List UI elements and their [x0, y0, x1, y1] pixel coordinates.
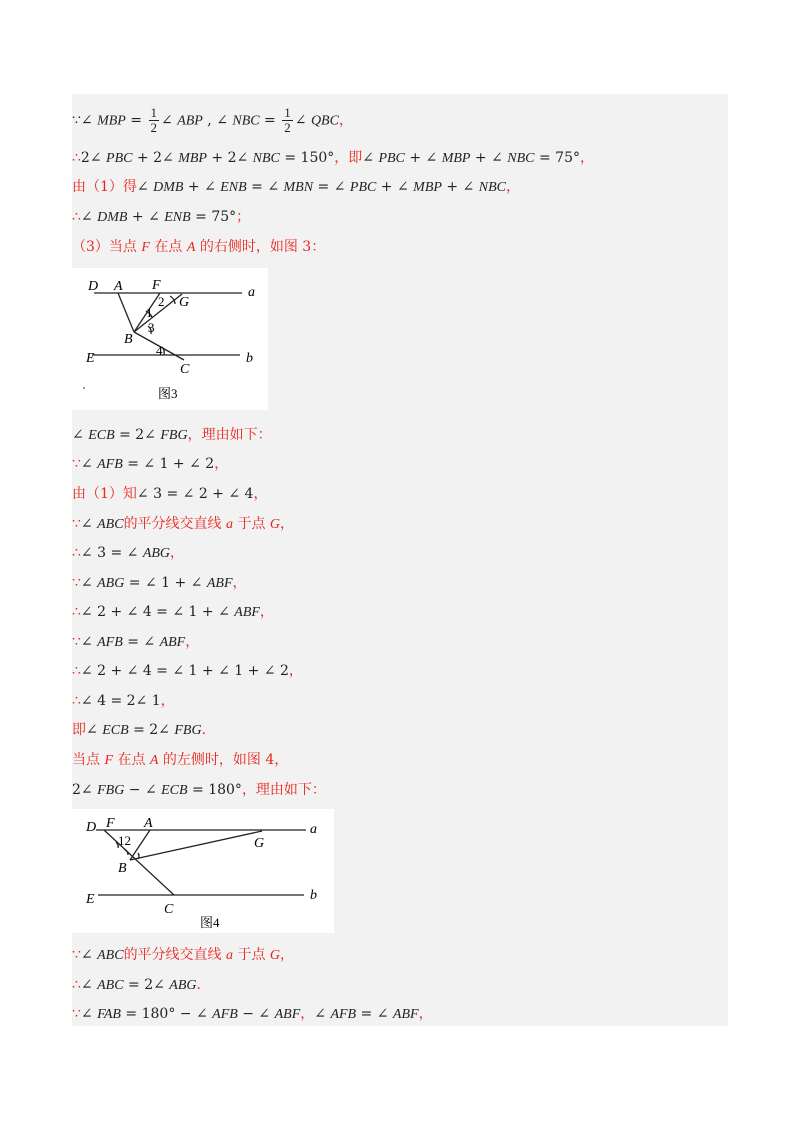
text-run: = ∠ [246, 179, 284, 195]
label-C: C [164, 902, 174, 917]
label-12: 12 [118, 833, 131, 848]
text-run: ， [579, 150, 594, 166]
label-A: A [114, 279, 123, 294]
math-symbol: a [226, 948, 234, 963]
text-run: ∠ [80, 456, 98, 472]
label-G: G [254, 836, 265, 851]
text-run: ∠ [294, 112, 311, 129]
text-run: ∠ [86, 722, 103, 738]
text-run: ∵ [72, 947, 81, 963]
text-run: ∴ [72, 604, 81, 620]
text-run: ∠ [136, 179, 154, 195]
text-run: ，理由如下： [187, 427, 272, 443]
math-symbol: AFB [330, 1007, 357, 1022]
text-run: ∠ [80, 209, 98, 225]
text-run: ， [280, 516, 295, 532]
text-line [72, 177, 520, 198]
math-symbol: ABF [234, 605, 260, 620]
math-symbol: ABF [206, 576, 233, 591]
text-run: ， [160, 693, 175, 709]
text-run: ∴ [72, 977, 81, 993]
fraction [149, 106, 160, 135]
text-line [72, 602, 274, 623]
text-run: 于点 [233, 947, 270, 963]
text-run: = 2∠ [114, 427, 161, 443]
fraction-denominator: 2 [150, 120, 157, 135]
math-symbol: ENB [164, 210, 191, 225]
label-F: F [152, 278, 161, 293]
math-symbol: a [226, 517, 234, 532]
math-symbol: ABC [97, 948, 124, 963]
math-symbol: ECB [88, 428, 115, 443]
text-line [72, 148, 594, 169]
math-symbol: MBN [283, 180, 314, 195]
text-line [72, 720, 216, 741]
text-line [72, 573, 247, 594]
label-a: a [248, 285, 255, 300]
text-line [72, 484, 267, 504]
math-symbol: PBC [106, 151, 133, 166]
label-F: F [106, 816, 115, 831]
math-symbol: FBG [97, 783, 125, 798]
text-run: = ∠ [356, 1006, 393, 1022]
text-run: = ∠ [122, 634, 160, 650]
text-run: + ∠ [404, 150, 442, 166]
math-symbol: MBP [413, 180, 442, 195]
math-symbol: MBP [178, 151, 207, 166]
label-4: 4 [156, 343, 163, 358]
text-run: ∵ [72, 516, 81, 532]
text-run: ， [418, 1006, 433, 1022]
text-run: ∠ [362, 150, 379, 166]
text-run: , ∠ [202, 112, 233, 129]
text-run: ∠ 2 + ∠ 4 = ∠ 1 + ∠ [80, 604, 235, 620]
text-run: + ∠ [127, 209, 165, 225]
text-run: ∠ 4 = 2∠ 1 [80, 693, 161, 709]
text-run: ， [300, 1006, 315, 1022]
math-symbol: ABF [274, 1007, 301, 1022]
math-symbol: ABF [159, 635, 186, 650]
text-run: 于点 [233, 516, 270, 532]
fraction-numerator: 1 [284, 105, 291, 120]
text-run: ∠ 3 = ∠ [80, 545, 143, 561]
label-E: E [86, 351, 95, 366]
text-line [72, 780, 326, 801]
math-symbol: NBC [232, 113, 260, 129]
text-run: = [259, 112, 281, 129]
math-symbol: ECB [102, 723, 129, 738]
text-run: = 180° [187, 782, 242, 798]
label-B: B [124, 332, 133, 347]
text-run: ， [505, 179, 520, 195]
text-run: ， [288, 663, 303, 679]
math-symbol: ABC [97, 517, 124, 532]
text-run: 由（1）得 [72, 179, 137, 195]
text-line [72, 661, 303, 681]
text-run: ∠ [80, 1006, 98, 1022]
math-symbol: FBG [160, 428, 188, 443]
text-line [72, 691, 175, 711]
text-run: ， [185, 634, 200, 650]
text-run: ∠ [80, 516, 98, 532]
text-run: + 2∠ [132, 150, 179, 166]
text-run: ∴ [72, 150, 81, 166]
text-run: + 2∠ [206, 150, 253, 166]
text-run: = 75° [534, 150, 580, 166]
text-line [72, 454, 228, 475]
math-symbol: ECB [161, 783, 188, 798]
text-run: ∴ [72, 663, 81, 679]
label-D: D [86, 820, 97, 835]
label-C: C [180, 362, 190, 377]
text-run: = 2∠ [123, 977, 170, 993]
math-symbol: MBP [441, 151, 471, 166]
text-run: = 75° [190, 209, 237, 225]
label-1: 1 [146, 305, 153, 320]
math-symbol: F [104, 753, 114, 768]
label-G: G [179, 295, 190, 310]
text-run: ∠ [314, 1006, 331, 1022]
text-run: ∵ [72, 634, 81, 650]
text-run: + ∠ [183, 179, 221, 195]
math-symbol: ABC [97, 978, 124, 993]
text-line [72, 514, 294, 535]
math-symbol: F [141, 240, 150, 255]
label-D: D [88, 279, 99, 294]
text-run: 的平分线交直线 [123, 947, 227, 963]
text-run: + ∠ [470, 150, 508, 166]
text-run: ∴ [72, 693, 81, 709]
text-run: ， [214, 456, 229, 472]
text-line [72, 945, 294, 966]
text-run: ∠ [80, 575, 98, 591]
text-run: ， [280, 947, 295, 963]
math-symbol: ABP [177, 113, 203, 129]
math-symbol: ENB [220, 180, 247, 195]
text-run: 当点 [72, 752, 105, 768]
text-run: ， [259, 604, 274, 620]
math-symbol: ABF [392, 1007, 419, 1022]
figure-4-caption: 图4 [200, 915, 220, 930]
text-run: − ∠ [237, 1006, 275, 1022]
text-run: ∴ [72, 545, 81, 561]
math-symbol: AFB [97, 457, 123, 472]
math-symbol: AFB [212, 1007, 238, 1022]
text-line [72, 425, 272, 446]
text-line [72, 543, 184, 564]
text-run: ． [196, 977, 211, 993]
label-b: b [310, 888, 317, 903]
label-2: 2 [158, 294, 165, 309]
text-run: 在点 [149, 239, 187, 255]
text-run: 的左侧时，如图 4， [158, 752, 289, 768]
text-run: ∵ [72, 1006, 81, 1022]
dot-mark [83, 387, 85, 389]
text-run: 2∠ [72, 782, 98, 798]
label-E: E [86, 892, 95, 907]
math-symbol: DMB [97, 210, 128, 225]
math-symbol: NBC [478, 180, 506, 195]
label-A: A [144, 816, 153, 831]
text-run: ∠ [161, 112, 178, 129]
text-run: ∵ [72, 456, 81, 472]
text-run: = 150° [279, 150, 335, 166]
text-line [72, 975, 211, 996]
math-symbol: PBC [349, 180, 377, 195]
math-symbol: FBG [174, 723, 202, 738]
text-run: ∵∠ [72, 112, 98, 129]
text-run: 的右侧时，如图 3： [195, 239, 326, 255]
text-run: ， [253, 486, 268, 502]
text-run: ； [236, 209, 251, 225]
math-symbol: FAB [97, 1007, 121, 1022]
text-run: 由（1）知 [72, 486, 137, 502]
text-run: ， [170, 545, 185, 561]
text-run: ． [201, 722, 216, 738]
text-run: = [125, 112, 147, 129]
text-run: ， [232, 575, 247, 591]
text-run: ∠ 3 = ∠ 2 + ∠ 4 [136, 486, 254, 502]
text-run: = 2∠ [128, 722, 175, 738]
text-run: 即 [72, 722, 86, 738]
text-run: 的平分线交直线 [123, 516, 227, 532]
text-run: ，理由如下： [241, 782, 326, 798]
math-symbol: AFB [97, 635, 123, 650]
math-symbol: NBC [507, 151, 535, 166]
math-symbol: MBP [97, 113, 126, 129]
text-run: ∠ 2 + ∠ 4 = ∠ 1 + ∠ 1 + ∠ 2 [80, 663, 289, 679]
figure-4-diagram [72, 809, 334, 933]
figure-3 [72, 268, 268, 410]
math-symbol: ABG [142, 546, 171, 561]
math-symbol: DMB [153, 180, 184, 195]
text-run: − ∠ [124, 782, 162, 798]
figure-3-diagram [72, 268, 268, 410]
text-run: ∠ [80, 977, 98, 993]
text-run: + ∠ [376, 179, 414, 195]
text-run: ∠ [80, 634, 98, 650]
text-run: ∠ [72, 427, 89, 443]
fraction-denominator: 2 [284, 120, 291, 135]
math-symbol: NBC [252, 151, 280, 166]
math-symbol: PBC [378, 151, 405, 166]
text-line [72, 632, 199, 653]
label-b: b [246, 351, 253, 366]
text-run: = 180° − ∠ [120, 1006, 213, 1022]
label-B: B [118, 861, 127, 876]
fraction-numerator: 1 [150, 105, 157, 120]
math-symbol: ABG [169, 978, 197, 993]
math-symbol: A [186, 240, 196, 255]
math-symbol: G [269, 517, 281, 532]
math-symbol: ABG [97, 576, 125, 591]
text-line [72, 106, 353, 135]
text-line [72, 237, 325, 258]
text-line [72, 750, 288, 771]
text-run: ∴ [72, 209, 81, 225]
text-run: ， [338, 112, 353, 129]
text-line [72, 1004, 433, 1025]
fraction [282, 106, 293, 135]
text-line [72, 207, 250, 228]
text-run: ，即 [334, 150, 363, 166]
figure-3-caption: 图3 [158, 386, 178, 401]
text-run: （3）当点 [72, 239, 142, 255]
text-run: 2∠ [80, 150, 107, 166]
text-run: ∠ [80, 947, 98, 963]
text-run: ∵ [72, 575, 81, 591]
text-run: + ∠ [441, 179, 479, 195]
figure-4 [72, 809, 334, 933]
text-run: 在点 [113, 752, 150, 768]
math-symbol: G [269, 948, 281, 963]
math-symbol: A [149, 753, 159, 768]
label-3: 3 [148, 320, 155, 335]
text-run: = ∠ [313, 179, 350, 195]
math-symbol: QBC [310, 113, 339, 129]
text-run: = ∠ 1 + ∠ 2 [122, 456, 215, 472]
label-a: a [310, 822, 317, 837]
text-run: = ∠ 1 + ∠ [124, 575, 207, 591]
